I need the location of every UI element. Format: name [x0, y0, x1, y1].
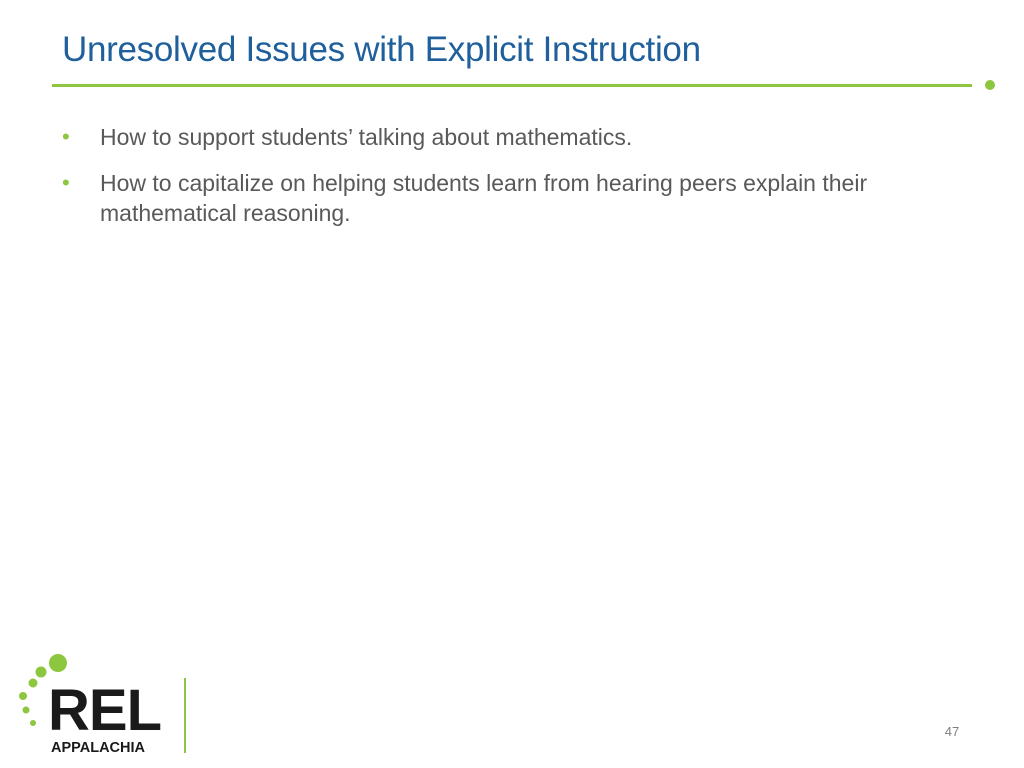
- logo-dot: [36, 667, 47, 678]
- bullet-item: [62, 122, 942, 152]
- logo-dot: [23, 707, 30, 714]
- rel-appalachia-logo: [12, 650, 192, 760]
- logo-dot: [30, 720, 36, 726]
- page-number: 47: [944, 724, 960, 739]
- bullet-text: How to support students’ talking about mathematics.: [100, 124, 633, 150]
- logo-dot: [19, 692, 27, 700]
- divider-end-dot: [985, 80, 995, 90]
- bullet-item: [62, 168, 942, 228]
- bullet-list: [62, 122, 942, 244]
- bullet-text: How to capitalize on helping students learn from hearing peers explain their mathematical reasoning.: [100, 170, 868, 226]
- slide-title: Unresolved Issues with Explicit Instruction: [62, 30, 701, 69]
- bullet-marker-icon: •: [62, 124, 70, 149]
- title-divider: [52, 84, 972, 87]
- logo-dot: [29, 679, 38, 688]
- logo-sub-text: APPALACHIA: [51, 740, 145, 756]
- logo-main-text: REL: [48, 678, 161, 743]
- bullet-marker-icon: •: [62, 170, 70, 195]
- logo-dot-large: [49, 654, 67, 672]
